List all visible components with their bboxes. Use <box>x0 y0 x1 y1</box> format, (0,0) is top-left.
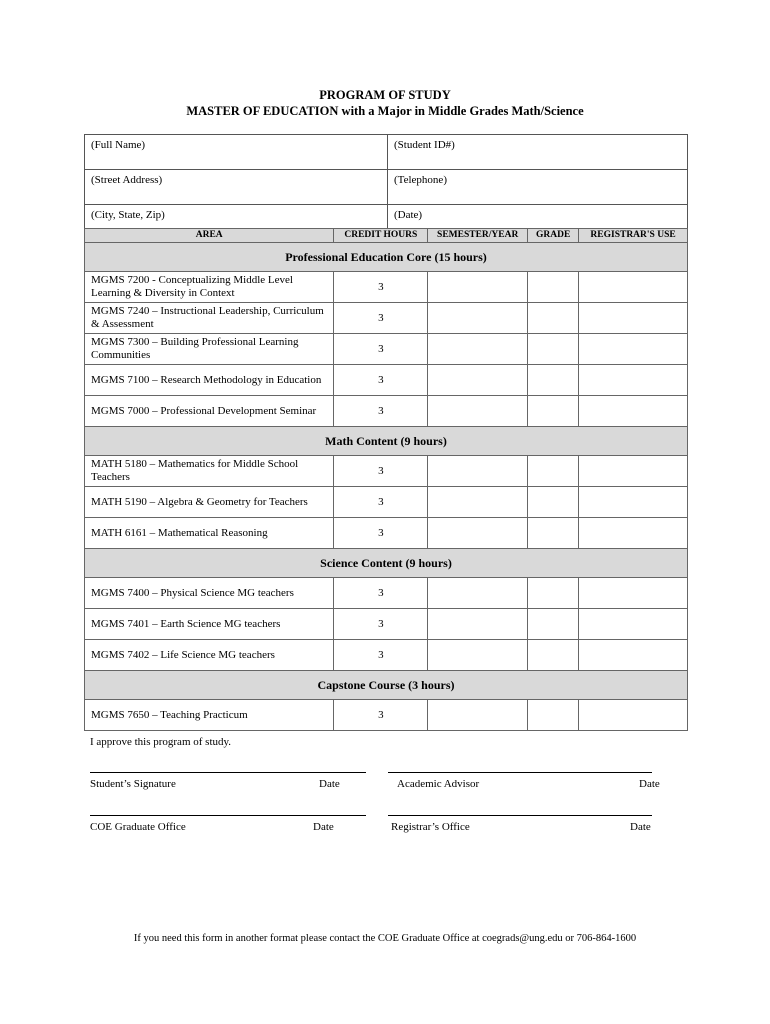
column-header-area: AREA <box>85 229 334 243</box>
footer-contact: If you need this form in another format please contact the COE Graduate Office at coegrads@ung.edu or 706-864-1600 <box>133 933 637 944</box>
registrars-use-cell[interactable] <box>579 487 688 518</box>
student-date-label: Date <box>319 778 340 790</box>
grade-cell[interactable] <box>528 272 579 303</box>
credit-hours: 3 <box>334 609 428 640</box>
section-header-row <box>85 243 688 272</box>
course-row <box>85 272 688 303</box>
semester-year-cell[interactable] <box>428 640 528 671</box>
semester-year-cell[interactable] <box>428 396 528 427</box>
course-row <box>85 456 688 487</box>
grade-cell[interactable] <box>528 396 579 427</box>
semester-year-cell[interactable] <box>428 518 528 549</box>
course-row <box>85 609 688 640</box>
course-name: MATH 5190 – Algebra & Geometry for Teachers <box>85 487 334 518</box>
semester-year-cell[interactable] <box>428 578 528 609</box>
grade-cell[interactable] <box>528 609 579 640</box>
course-name: MGMS 7402 – Life Science MG teachers <box>85 640 334 671</box>
column-header-row <box>85 229 688 243</box>
column-header-credit-hours: CREDIT HOURS <box>334 229 428 243</box>
course-row <box>85 303 688 334</box>
section-title: Professional Education Core (15 hours) <box>85 243 688 272</box>
registrars-use-cell[interactable] <box>579 396 688 427</box>
course-table <box>84 228 688 731</box>
course-row <box>85 578 688 609</box>
coe-date-label: Date <box>313 821 334 833</box>
course-name: MATH 5180 – Mathematics for Middle School Teachers <box>85 456 334 487</box>
page-title: PROGRAM OF STUDY <box>319 88 451 102</box>
course-row <box>85 700 688 731</box>
course-name: MGMS 7100 – Research Methodology in Education <box>85 365 334 396</box>
academic-advisor-label: Academic Advisor <box>397 778 480 790</box>
street-address-field[interactable]: (Street Address) <box>85 170 388 205</box>
registrars-use-cell[interactable] <box>579 640 688 671</box>
registrars-use-cell[interactable] <box>579 609 688 640</box>
course-row <box>85 640 688 671</box>
grade-cell[interactable] <box>528 700 579 731</box>
course-row <box>85 518 688 549</box>
registrars-use-cell[interactable] <box>579 578 688 609</box>
course-name: MGMS 7650 – Teaching Practicum <box>85 700 334 731</box>
grade-cell[interactable] <box>528 303 579 334</box>
semester-year-cell[interactable] <box>428 272 528 303</box>
student-id-field[interactable]: (Student ID#) <box>388 135 688 170</box>
grade-cell[interactable] <box>528 487 579 518</box>
registrar-signature-line[interactable] <box>388 815 652 816</box>
student-info-table <box>84 134 688 240</box>
page-subtitle: MASTER OF EDUCATION with a Major in Middle Grades Math/Science <box>186 104 584 118</box>
credit-hours: 3 <box>334 303 428 334</box>
section-title: Science Content (9 hours) <box>85 549 688 578</box>
section-header-row <box>85 671 688 700</box>
semester-year-cell[interactable] <box>428 456 528 487</box>
full-name-field[interactable]: (Full Name) <box>85 135 388 170</box>
telephone-field[interactable]: (Telephone) <box>388 170 688 205</box>
credit-hours: 3 <box>334 272 428 303</box>
registrars-use-cell[interactable] <box>579 303 688 334</box>
coe-signature-line[interactable] <box>90 815 366 816</box>
registrar-date-label: Date <box>630 821 651 833</box>
semester-year-cell[interactable] <box>428 487 528 518</box>
column-header-registrars-use: REGISTRAR'S USE <box>579 229 688 243</box>
section-header-row <box>85 427 688 456</box>
registrars-use-cell[interactable] <box>579 456 688 487</box>
column-header-semester-year: SEMESTER/YEAR <box>428 229 528 243</box>
course-name: MGMS 7000 – Professional Development Seminar <box>85 396 334 427</box>
advisor-date-label: Date <box>639 778 660 790</box>
section-header-row <box>85 549 688 578</box>
credit-hours: 3 <box>334 334 428 365</box>
grade-cell[interactable] <box>528 640 579 671</box>
grade-cell[interactable] <box>528 365 579 396</box>
semester-year-cell[interactable] <box>428 334 528 365</box>
credit-hours: 3 <box>334 700 428 731</box>
course-row <box>85 334 688 365</box>
credit-hours: 3 <box>334 396 428 427</box>
course-name: MGMS 7240 – Instructional Leadership, Curriculum & Assessment <box>85 303 334 334</box>
grade-cell[interactable] <box>528 456 579 487</box>
course-name: MGMS 7200 - Conceptualizing Middle Level Learning & Diversity in Context <box>85 272 334 303</box>
advisor-signature-line[interactable] <box>388 772 652 773</box>
section-title: Math Content (9 hours) <box>85 427 688 456</box>
grade-cell[interactable] <box>528 518 579 549</box>
course-name: MGMS 7401 – Earth Science MG teachers <box>85 609 334 640</box>
coe-graduate-office-label: COE Graduate Office <box>90 821 186 833</box>
credit-hours: 3 <box>334 640 428 671</box>
credit-hours: 3 <box>334 456 428 487</box>
registrars-use-cell[interactable] <box>579 700 688 731</box>
credit-hours: 3 <box>334 578 428 609</box>
registrars-use-cell[interactable] <box>579 365 688 396</box>
semester-year-cell[interactable] <box>428 609 528 640</box>
semester-year-cell[interactable] <box>428 303 528 334</box>
course-row <box>85 487 688 518</box>
course-name: MGMS 7400 – Physical Science MG teachers <box>85 578 334 609</box>
city-state-zip-field[interactable]: (City, State, Zip) <box>85 205 388 240</box>
course-name: MATH 6161 – Mathematical Reasoning <box>85 518 334 549</box>
course-row <box>85 396 688 427</box>
approval-statement: I approve this program of study. <box>90 736 232 748</box>
registrars-use-cell[interactable] <box>579 272 688 303</box>
date-field[interactable]: (Date) <box>388 205 688 240</box>
course-name: MGMS 7300 – Building Professional Learning Communities <box>85 334 334 365</box>
registrars-use-cell[interactable] <box>579 334 688 365</box>
column-header-grade: GRADE <box>528 229 579 243</box>
credit-hours: 3 <box>334 487 428 518</box>
registrars-office-label: Registrar’s Office <box>391 821 470 833</box>
student-signature-label: Student’s Signature <box>90 778 176 790</box>
semester-year-cell[interactable] <box>428 365 528 396</box>
credit-hours: 3 <box>334 365 428 396</box>
student-signature-line[interactable] <box>90 772 366 773</box>
course-row <box>85 365 688 396</box>
grade-cell[interactable] <box>528 578 579 609</box>
semester-year-cell[interactable] <box>428 700 528 731</box>
section-title: Capstone Course (3 hours) <box>85 671 688 700</box>
grade-cell[interactable] <box>528 334 579 365</box>
registrars-use-cell[interactable] <box>579 518 688 549</box>
credit-hours: 3 <box>334 518 428 549</box>
